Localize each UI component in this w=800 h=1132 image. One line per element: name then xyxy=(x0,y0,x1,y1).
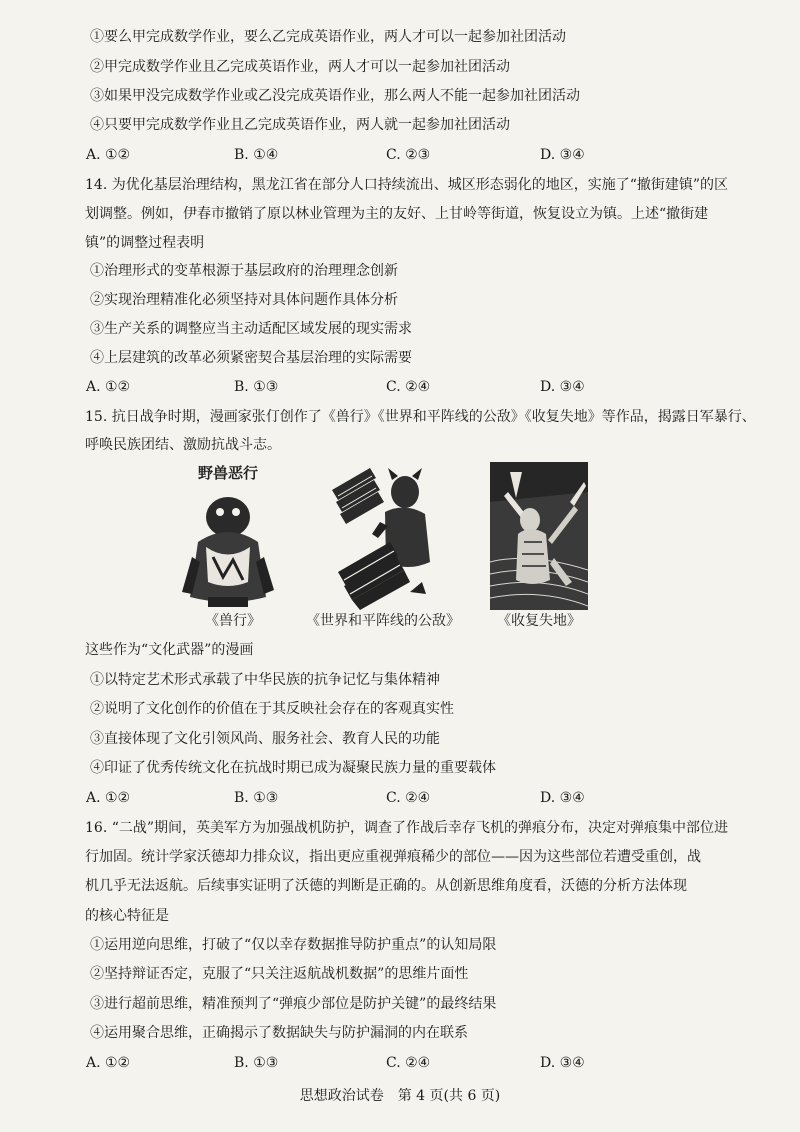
q14-option-2: ②实现治理精准化必须坚持对具体问题作具体分析 xyxy=(90,292,398,308)
q14-stem-line-2: 划调整。例如，伊春市撤销了原以林业管理为主的友好、上甘岭等街道，恢复设立为镇。上述“撤街建 xyxy=(85,206,709,222)
q16-option-1: ①运用逆向思维，打破了“仅以幸存数据推导防护重点”的认知局限 xyxy=(90,937,497,953)
choice-d[interactable]: D. ③④ xyxy=(540,147,585,163)
q16-stem-line-1: 16. “二战”期间，英美军方为加强战机防护，调查了作战后幸存飞机的弹痕分布，决定对弹痕集中部位进 xyxy=(85,820,729,836)
choice-d[interactable]: D. ③④ xyxy=(540,379,585,395)
cartoon-enemy-of-peace xyxy=(330,462,440,612)
choice-b[interactable]: B. ①③ xyxy=(234,790,279,806)
choice-b[interactable]: B. ①③ xyxy=(234,379,279,395)
q13-choices xyxy=(86,146,646,164)
choice-b[interactable]: B. ①③ xyxy=(234,1055,279,1071)
q16-stem-line-4: 的核心特征是 xyxy=(85,908,169,924)
choice-b[interactable]: B. ①④ xyxy=(234,147,279,163)
q16-option-2: ②坚持辩证否定，克服了“只关注返航战机数据”的思维片面性 xyxy=(90,966,469,982)
cartoon-recover-lost-land xyxy=(490,462,588,610)
q15-prompt: 这些作为“文化武器”的漫画 xyxy=(85,642,254,658)
q15-option-1: ①以特定艺术形式承载了中华民族的抗争记忆与集体精神 xyxy=(90,672,440,688)
choice-c[interactable]: C. ②④ xyxy=(386,790,431,806)
cartoon-title-text: 野兽恶行 xyxy=(197,464,259,482)
page-footer: 思想政治试卷 第 4 页(共 6 页) xyxy=(299,1088,501,1104)
caption-enemy-of-peace: 《世界和平阵线的公敌》 xyxy=(306,613,460,629)
q14-stem-line-1: 14. 为优化基层治理结构，黑龙江省在部分人口持续流出、城区形态弱化的地区，实施了“撤街建镇”的区 xyxy=(85,177,729,193)
q15-option-4: ④印证了优秀传统文化在抗战时期已成为凝聚民族力量的重要载体 xyxy=(90,760,496,776)
q13-option-3: ③如果甲没完成数学作业或乙没完成英语作业，那么两人不能一起参加社团活动 xyxy=(90,88,580,104)
q16-option-4: ④运用聚合思维，正确揭示了数据缺失与防护漏洞的内在联系 xyxy=(90,1025,468,1041)
q16-stem-line-3: 机几乎无法返航。后续事实证明了沃德的判断是正确的。从创新思维角度看，沃德的分析方法体现 xyxy=(85,878,687,894)
q16-stem-line-2: 行加固。统计学家沃德却力排众议，指出更应重视弹痕稀少的部位——因为这些部位若遭受重创，战 xyxy=(85,849,701,865)
caption-recover-lost-land: 《收复失地》 xyxy=(497,613,581,629)
q15-option-2: ②说明了文化创作的价值在于其反映社会存在的客观真实性 xyxy=(90,701,454,717)
choice-a[interactable]: A. ①② xyxy=(86,147,131,163)
q15-option-3: ③直接体现了文化引领风尚、服务社会、教育人民的功能 xyxy=(90,731,440,747)
choice-d[interactable]: D. ③④ xyxy=(540,1055,585,1071)
q15-stem-line-1: 15. 抗日战争时期，漫画家张仃创作了《兽行》《世界和平阵线的公敌》《收复失地》等作品，揭露日军暴行、 xyxy=(85,409,756,425)
q13-option-4: ④只要甲完成数学作业且乙完成英语作业，两人就一起参加社团活动 xyxy=(90,117,510,133)
q13-option-1: ①要么甲完成数学作业，要么乙完成英语作业，两人才可以一起参加社团活动 xyxy=(90,29,566,45)
q14-option-1: ①治理形式的变革根源于基层政府的治理理念创新 xyxy=(90,263,398,279)
q14-option-3: ③生产关系的调整应当主动适配区域发展的现实需求 xyxy=(90,321,412,337)
q16-choices xyxy=(86,1054,646,1072)
choice-c[interactable]: C. ②④ xyxy=(386,379,431,395)
choice-a[interactable]: A. ①② xyxy=(86,379,131,395)
choice-d[interactable]: D. ③④ xyxy=(540,790,585,806)
q14-stem-line-3: 镇”的调整过程表明 xyxy=(85,235,205,251)
choice-a[interactable]: A. ①② xyxy=(86,1055,131,1071)
q14-option-4: ④上层建筑的改革必须紧密契合基层治理的实际需要 xyxy=(90,350,412,366)
cartoon-beast-acts xyxy=(178,462,278,612)
q15-stem-line-2: 呼唤民族团结、激励抗战斗志。 xyxy=(85,437,281,453)
q16-option-3: ③进行超前思维，精准预判了“弹痕少部位是防护关键”的最终结果 xyxy=(90,996,497,1012)
choice-c[interactable]: C. ②④ xyxy=(386,1055,431,1071)
q13-option-2: ②甲完成数学作业且乙完成英语作业，两人才可以一起参加社团活动 xyxy=(90,59,510,75)
q14-choices xyxy=(86,378,646,396)
q15-choices xyxy=(86,789,646,807)
choice-c[interactable]: C. ②③ xyxy=(386,147,431,163)
choice-a[interactable]: A. ①② xyxy=(86,790,131,806)
caption-beast-acts: 《兽行》 xyxy=(205,613,261,629)
